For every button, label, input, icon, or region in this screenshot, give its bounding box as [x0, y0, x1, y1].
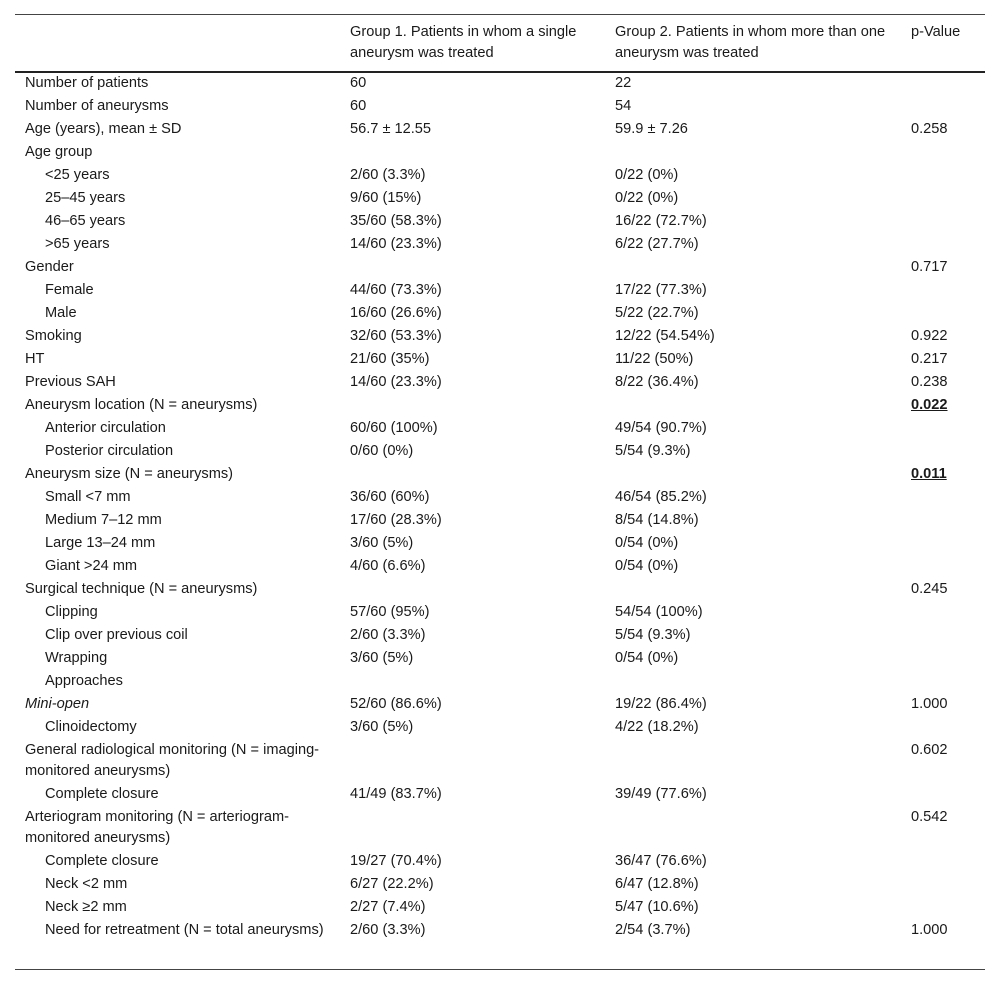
- table-row: [15, 784, 985, 807]
- row-label: >65 years: [45, 236, 110, 252]
- group-2-value: 49/54 (90.7%): [615, 420, 707, 436]
- header-row: [15, 15, 985, 73]
- row-label: HT: [25, 351, 45, 367]
- p-value: 0.238: [911, 374, 948, 390]
- row-label: Clip over previous coil: [45, 627, 188, 643]
- group-2-value: 0/54 (0%): [615, 650, 679, 666]
- table-row: [15, 349, 985, 372]
- p-value: [901, 602, 985, 625]
- group-2-value: 8/54 (14.8%): [615, 512, 699, 528]
- table-row: [15, 602, 985, 625]
- group-2-value: [605, 464, 901, 487]
- group-2-value: 5/54 (9.3%): [615, 443, 691, 459]
- p-value: [901, 234, 985, 257]
- group-1-value: 56.7 ± 12.55: [350, 121, 432, 137]
- group-2-value: 4/22 (18.2%): [615, 719, 699, 735]
- p-value: [901, 671, 985, 694]
- table-header: [15, 15, 985, 73]
- group-2-value: 16/22 (72.7%): [615, 213, 707, 229]
- row-label: Complete closure: [45, 853, 159, 869]
- table-row: [15, 96, 985, 119]
- group-1-value: 3/60 (5%): [350, 535, 414, 551]
- row-label: Need for retreatment (N = total aneurysms): [15, 920, 340, 970]
- p-value: [901, 874, 985, 897]
- table-row: [15, 211, 985, 234]
- group-2-value: 0/22 (0%): [615, 167, 679, 183]
- group-1-value: 9/60 (15%): [350, 190, 422, 206]
- group-2-value: [605, 740, 901, 784]
- table-row: [15, 119, 985, 142]
- p-value: 0.245: [911, 581, 948, 597]
- row-label: Giant >24 mm: [45, 558, 138, 574]
- row-label: Clipping: [45, 604, 98, 620]
- p-value: [901, 72, 985, 96]
- group-1-value: 2/60 (3.3%): [350, 167, 426, 183]
- row-label: Medium 7–12 mm: [45, 512, 162, 528]
- group-2-value: 17/22 (77.3%): [615, 282, 707, 298]
- group-2-value: [605, 579, 901, 602]
- table-row: [15, 142, 985, 165]
- p-value: [901, 625, 985, 648]
- group-1-value: 35/60 (58.3%): [350, 213, 442, 229]
- table-row: [15, 671, 985, 694]
- table-row: [15, 188, 985, 211]
- p-value: [901, 556, 985, 579]
- row-label: Neck <2 mm: [45, 876, 128, 892]
- group-1-value: 2/60 (3.3%): [340, 920, 605, 970]
- group-1-value: 3/60 (5%): [350, 719, 414, 735]
- group-1-value: 3/60 (5%): [350, 650, 414, 666]
- p-value: [901, 96, 985, 119]
- row-label: <25 years: [45, 167, 110, 183]
- p-value: [901, 211, 985, 234]
- p-value: [901, 533, 985, 556]
- table-row: [15, 807, 985, 851]
- group-2-value: 54/54 (100%): [615, 604, 703, 620]
- table-row: [15, 920, 985, 970]
- table-row: [15, 72, 985, 96]
- table-row: [15, 579, 985, 602]
- row-label: Aneurysm size (N = aneurysms): [25, 466, 234, 482]
- table-body: [15, 72, 985, 970]
- row-label: 46–65 years: [45, 213, 126, 229]
- header-group-1: Group 1. Patients in whom a single aneurysm was treated: [340, 15, 605, 73]
- table-row: [15, 694, 985, 717]
- group-2-value: 0/54 (0%): [615, 535, 679, 551]
- group-1-value: [340, 257, 605, 280]
- p-value: [901, 487, 985, 510]
- row-label: Number of patients: [25, 75, 149, 91]
- table-row: [15, 740, 985, 784]
- table-row: [15, 441, 985, 464]
- table-row: [15, 874, 985, 897]
- group-1-value: 17/60 (28.3%): [350, 512, 442, 528]
- table-row: [15, 372, 985, 395]
- p-value: [901, 142, 985, 165]
- row-label: Previous SAH: [25, 374, 116, 390]
- table-row: [15, 165, 985, 188]
- row-label: Surgical technique (N = aneurysms): [25, 581, 258, 597]
- group-1-value: 57/60 (95%): [350, 604, 430, 620]
- group-1-value: 14/60 (23.3%): [350, 374, 442, 390]
- table-row: [15, 625, 985, 648]
- p-value: [901, 784, 985, 807]
- table-row: [15, 556, 985, 579]
- p-value: [901, 441, 985, 464]
- group-2-value: 59.9 ± 7.26: [615, 121, 688, 137]
- group-1-value: 2/27 (7.4%): [350, 899, 426, 915]
- row-label: Small <7 mm: [45, 489, 131, 505]
- group-2-value: [605, 142, 901, 165]
- group-2-value: 6/22 (27.7%): [615, 236, 699, 252]
- row-label: General radiological monitoring (N = imaging-monitored aneurysms): [25, 742, 320, 779]
- group-1-value: 36/60 (60%): [350, 489, 430, 505]
- group-2-value: 6/47 (12.8%): [615, 876, 699, 892]
- row-label: Approaches: [45, 673, 123, 689]
- group-2-value: 19/22 (86.4%): [615, 696, 707, 712]
- table-row: [15, 648, 985, 671]
- group-1-value: 6/27 (22.2%): [350, 876, 434, 892]
- table-row: [15, 326, 985, 349]
- group-2-value: [605, 671, 901, 694]
- p-value: 0.602: [911, 742, 948, 758]
- group-1-value: [340, 142, 605, 165]
- group-2-value: 5/22 (22.7%): [615, 305, 699, 321]
- table-row: [15, 533, 985, 556]
- row-label: Number of aneurysms: [25, 98, 169, 114]
- group-2-value: 36/47 (76.6%): [615, 853, 707, 869]
- p-value: 1.000: [911, 696, 948, 712]
- group-1-value: [340, 464, 605, 487]
- p-value: 0.922: [911, 328, 948, 344]
- row-label: Anterior circulation: [45, 420, 166, 436]
- row-label: Aneurysm location (N = aneurysms): [25, 397, 258, 413]
- group-1-value: 19/27 (70.4%): [350, 853, 442, 869]
- p-value: 0.258: [911, 121, 948, 137]
- table-row: [15, 717, 985, 740]
- table-row: [15, 280, 985, 303]
- group-2-value: 5/47 (10.6%): [615, 899, 699, 915]
- group-2-value: [605, 257, 901, 280]
- group-1-value: 32/60 (53.3%): [350, 328, 442, 344]
- group-1-value: 60/60 (100%): [350, 420, 438, 436]
- group-2-value: 5/54 (9.3%): [615, 627, 691, 643]
- p-value: [901, 165, 985, 188]
- group-2-value: 46/54 (85.2%): [615, 489, 707, 505]
- group-2-value: 0/54 (0%): [615, 558, 679, 574]
- p-value: [901, 303, 985, 326]
- row-label: Mini-open: [25, 696, 90, 712]
- p-value: [901, 851, 985, 874]
- table-row: [15, 257, 985, 280]
- row-label: Male: [45, 305, 77, 321]
- row-label: Large 13–24 mm: [45, 535, 156, 551]
- group-1-value: 14/60 (23.3%): [350, 236, 442, 252]
- row-label: Arteriogram monitoring (N = arteriogram-monitored aneurysms): [25, 809, 289, 846]
- p-value: [901, 717, 985, 740]
- group-1-value: [340, 579, 605, 602]
- table-row: [15, 851, 985, 874]
- group-2-value: 22: [615, 75, 632, 91]
- row-label: Age group: [25, 144, 93, 160]
- row-label: Female: [45, 282, 94, 298]
- p-value: 0.542: [911, 809, 948, 825]
- header-label-column: [15, 15, 340, 73]
- p-value: 0.022: [911, 397, 948, 413]
- group-2-value: 0/22 (0%): [615, 190, 679, 206]
- table-row: [15, 395, 985, 418]
- group-1-value: [340, 740, 605, 784]
- table-row: [15, 510, 985, 533]
- row-label: Posterior circulation: [45, 443, 174, 459]
- table-row: [15, 234, 985, 257]
- group-2-value: [605, 395, 901, 418]
- row-label: Complete closure: [45, 786, 159, 802]
- header-p-value: p-Value: [901, 15, 985, 73]
- group-1-value: 60: [350, 75, 367, 91]
- p-value: [901, 188, 985, 211]
- p-value: 0.217: [911, 351, 948, 367]
- p-value: [901, 510, 985, 533]
- row-label: 25–45 years: [45, 190, 126, 206]
- group-1-value: [340, 671, 605, 694]
- group-2-value: [605, 807, 901, 851]
- group-1-value: 60: [350, 98, 367, 114]
- header-group-2: Group 2. Patients in whom more than one aneurysm was treated: [605, 15, 901, 73]
- group-2-value: 2/54 (3.7%): [605, 920, 901, 970]
- group-1-value: [340, 395, 605, 418]
- p-value: [901, 280, 985, 303]
- group-1-value: 16/60 (26.6%): [350, 305, 442, 321]
- row-label: Gender: [25, 259, 74, 275]
- group-1-value: 52/60 (86.6%): [350, 696, 442, 712]
- comparison-table-container: [15, 14, 985, 970]
- p-value: [901, 648, 985, 671]
- group-2-value: 39/49 (77.6%): [615, 786, 707, 802]
- group-2-value: 12/22 (54.54%): [615, 328, 715, 344]
- group-2-value: 8/22 (36.4%): [615, 374, 699, 390]
- group-1-value: 4/60 (6.6%): [350, 558, 426, 574]
- table-row: [15, 303, 985, 326]
- row-label: Wrapping: [45, 650, 108, 666]
- p-value: 0.717: [911, 259, 948, 275]
- table-row: [15, 418, 985, 441]
- group-2-value: 11/22 (50%): [615, 351, 694, 367]
- row-label: Clinoidectomy: [45, 719, 137, 735]
- row-label: Smoking: [25, 328, 82, 344]
- table-row: [15, 897, 985, 920]
- p-value: 0.011: [911, 466, 947, 482]
- group-1-value: [340, 807, 605, 851]
- group-1-value: 21/60 (35%): [350, 351, 430, 367]
- group-1-value: 41/49 (83.7%): [350, 786, 442, 802]
- row-label: Age (years), mean ± SD: [25, 121, 182, 137]
- p-value: 1.000: [901, 920, 985, 970]
- group-2-value: 54: [615, 98, 632, 114]
- group-1-value: 44/60 (73.3%): [350, 282, 442, 298]
- row-label: Neck ≥2 mm: [45, 899, 127, 915]
- comparison-table: [15, 14, 985, 970]
- p-value: [901, 418, 985, 441]
- group-1-value: 0/60 (0%): [350, 443, 414, 459]
- p-value: [901, 897, 985, 920]
- table-row: [15, 464, 985, 487]
- table-row: [15, 487, 985, 510]
- group-1-value: 2/60 (3.3%): [350, 627, 426, 643]
